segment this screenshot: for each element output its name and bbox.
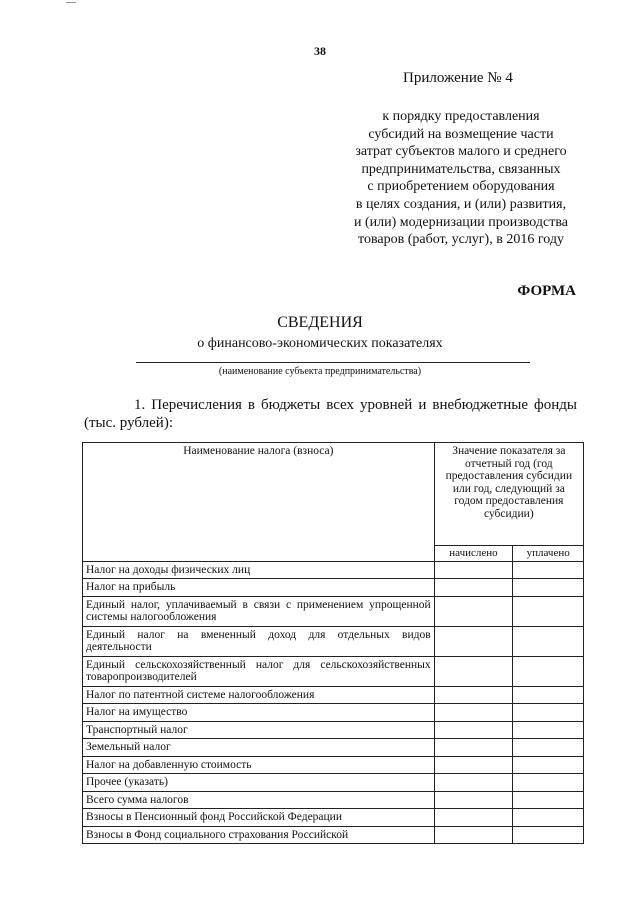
entity-name-hint: (наименование субъекта предпринимательства) [218,366,422,377]
row-label: Налог на добавленную стоимость [83,756,435,774]
accrued-cell[interactable] [434,721,513,739]
paid-cell[interactable] [513,721,584,739]
section-heading: 1. Перечисления в бюджеты всех уровней и внебюджетные фонды (тыс. рублей): [84,397,577,431]
table-row [83,774,584,792]
form-label: ФОРМА [517,283,576,299]
appendix-subtitle [330,108,592,249]
table-row [83,561,584,579]
scan-mark [66,2,76,3]
table-row [83,596,584,626]
subtitle-line: с приобретением оборудования [367,179,555,195]
subtitle-line: в целях создания, и (или) развития, [355,196,567,212]
subtitle-line: товаров (работ, услуг), в 2016 году [358,232,564,248]
accrued-cell[interactable] [434,704,513,722]
accrued-cell[interactable] [434,739,513,757]
paid-cell[interactable] [513,739,584,757]
column-header-value: Значение показателя за отчетный год (год предоставления субсидии или год, следующий за годом предоставления субсидии) [434,443,583,546]
row-label: Земельный налог [83,739,435,757]
accrued-cell[interactable] [434,626,513,656]
row-label: Налог на доходы физических лиц [83,561,435,579]
row-label: Всего сумма налогов [83,791,435,809]
table-row [83,826,584,844]
accrued-cell[interactable] [434,686,513,704]
subtitle-line: предпринимательства, связанных [361,161,561,177]
accrued-cell[interactable] [434,756,513,774]
row-label: Налог на имущество [83,704,435,722]
accrued-cell[interactable] [434,579,513,597]
accrued-cell[interactable] [434,561,513,579]
appendix-label: Приложение № 4 [403,70,513,86]
tax-table [82,442,584,844]
column-header-accrued: начислено [434,546,513,562]
subtitle-line: субсидий на возмещение части [368,126,554,142]
accrued-cell[interactable] [434,826,513,844]
subtitle-line: и (или) модернизации производства [353,214,568,230]
paid-cell[interactable] [513,756,584,774]
row-label: Взносы в Пенсионный фонд Российской Федерации [83,809,435,827]
table-row [83,721,584,739]
subtitle-line: затрат субъектов малого и среднего [355,144,567,160]
document-subtitle: о финансово-экономических показателях [197,336,443,351]
table-row [83,579,584,597]
row-label: Транспортный налог [83,721,435,739]
paid-cell[interactable] [513,791,584,809]
paid-cell[interactable] [513,579,584,597]
document-title: СВЕДЕНИЯ [277,314,363,331]
paid-cell[interactable] [513,774,584,792]
table-row [83,791,584,809]
paid-cell[interactable] [513,826,584,844]
paid-cell[interactable] [513,686,584,704]
row-label: Единый налог на вмененный доход для отдельных видов деятельности [83,626,435,656]
paid-cell[interactable] [513,704,584,722]
table-row [83,756,584,774]
paid-cell[interactable] [513,809,584,827]
paid-cell[interactable] [513,656,584,686]
accrued-cell[interactable] [434,809,513,827]
table-row [83,739,584,757]
row-label: Единый налог, уплачиваемый в связи с применением упрощенной системы налогообложения [83,596,435,626]
page-number: 38 [314,44,326,58]
accrued-cell[interactable] [434,656,513,686]
table-row [83,656,584,686]
row-label: Взносы в Фонд социального страхования Российской [83,826,435,844]
table-row [83,704,584,722]
paid-cell[interactable] [513,596,584,626]
table-row [83,809,584,827]
column-header-paid: уплачено [513,546,584,562]
accrued-cell[interactable] [434,774,513,792]
accrued-cell[interactable] [434,596,513,626]
row-label: Единый сельскохозяйственный налог для сельскохозяйственных товаропроизводителей [83,656,435,686]
column-header-name: Наименование налога (взноса) [83,443,435,562]
subtitle-line: к порядку предоставления [382,109,540,124]
row-label: Прочее (указать) [83,774,435,792]
accrued-cell[interactable] [434,791,513,809]
row-label: Налог на прибыль [83,579,435,597]
entity-name-line[interactable] [136,362,530,363]
table-row [83,686,584,704]
table-row [83,626,584,656]
row-label: Налог по патентной системе налогообложения [83,686,435,704]
paid-cell[interactable] [513,561,584,579]
paid-cell[interactable] [513,626,584,656]
